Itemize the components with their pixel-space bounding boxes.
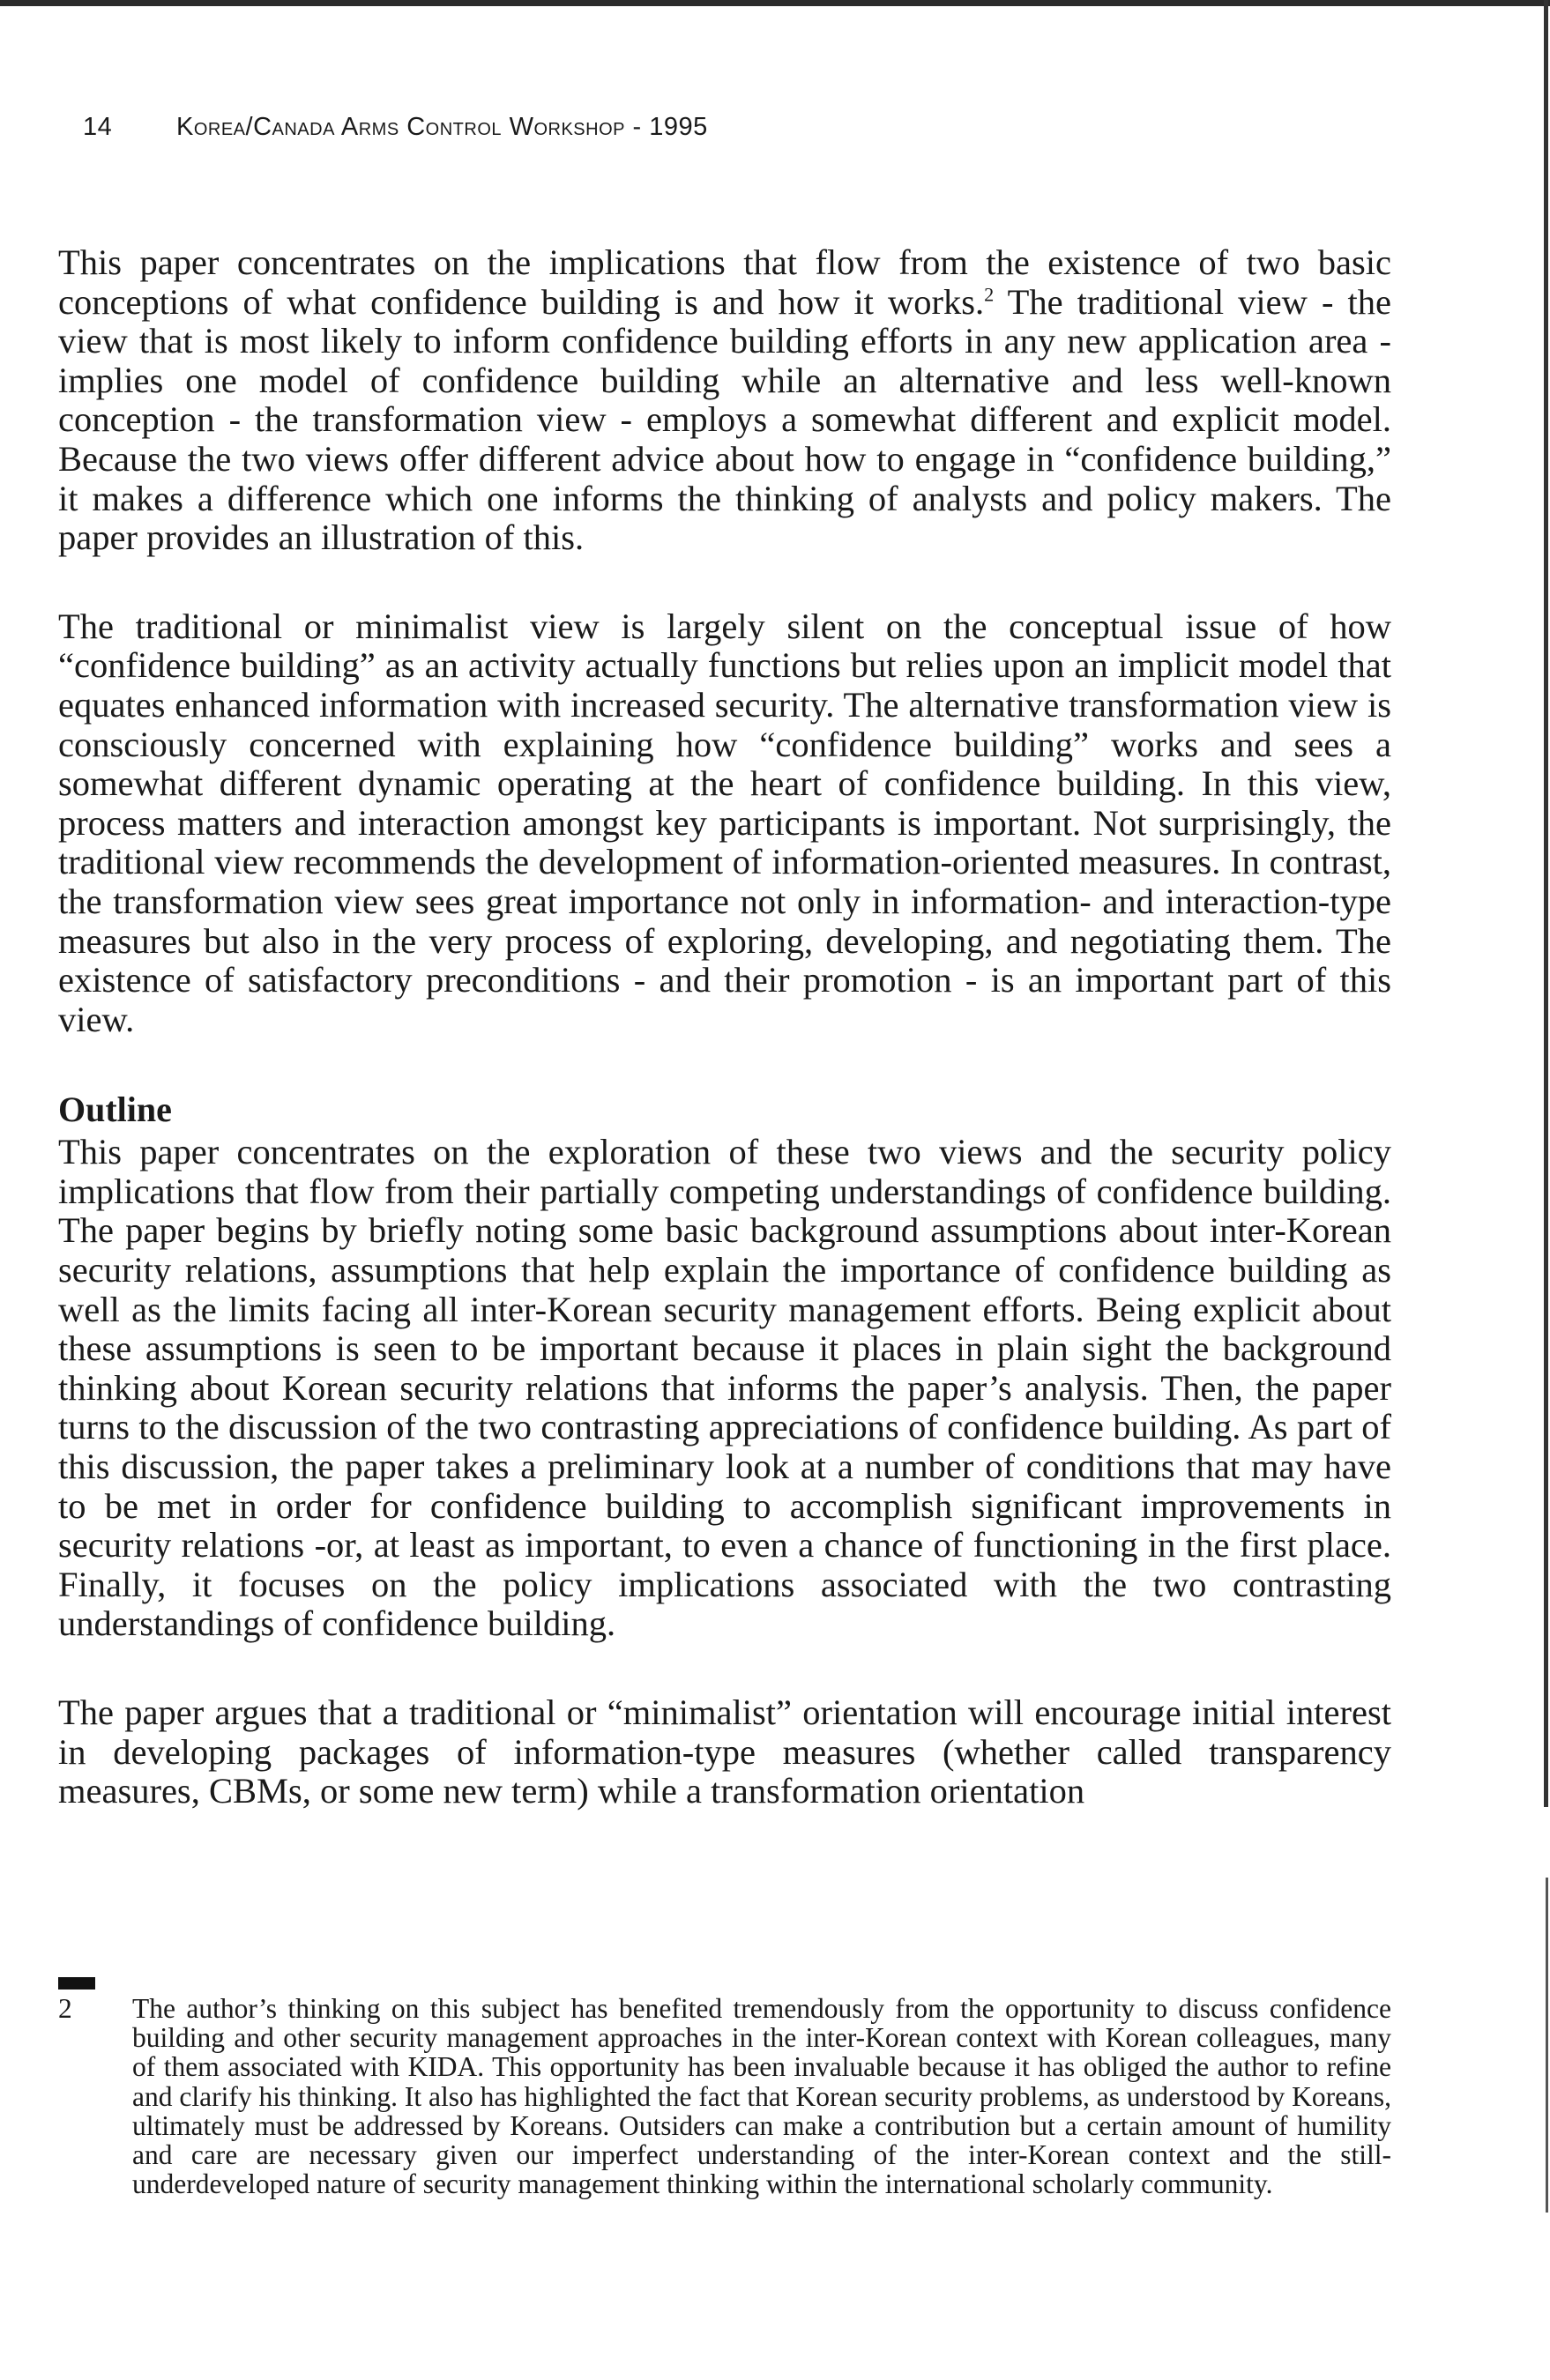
top-border-rule	[0, 0, 1550, 6]
paragraph-intro	[58, 243, 1391, 558]
running-title: Korea/Canada Arms Control Workshop - 1995	[176, 113, 708, 141]
footnote-text: The author’s thinking on this subject has benefited tremendously from the opportunity to discuss confidence building and other security management approaches in the inter-Korean context with Korean colleagues, many of them associated with KIDA. This opportunity has been invaluable because it has obliged the author to refine and clarify his thinking. It also has highlighted the fact that Korean security problems, as understood by Koreans, ultimately must be addressed by Koreans. Outsiders can make a contribution but a certain amount of humility and care are necessary given our imperfect understanding of the inter-Korean context and the still-underdeveloped nature of security management thinking within the international scholarly community.	[132, 1993, 1391, 2200]
right-border-rule-lower	[1546, 1878, 1548, 2213]
footnote-reference: 2	[984, 283, 995, 306]
paragraph-views: The traditional or minimalist view is largely silent on the conceptual issue of how “confidence building” as an activity actually functions but relies upon an implicit model that equates enhanced information with increased security. The alternative transformation view is consciously concerned with explaining how “confidence building” works and sees a somewhat different dynamic operating at the heart of confidence building. In this view, process matters and interaction amongst key participants is important. Not surprisingly, the traditional view recommends the development of information-oriented measures. In contrast, the transformation view sees great importance not only in information- and interaction-type measures but also in the very process of exploring, developing, and negotiating them. The existence of satisfactory preconditions - and their promotion - is an important part of this view.	[58, 606, 1391, 1039]
right-border-rule	[1544, 0, 1548, 1807]
footnote-number: 2	[58, 1993, 72, 2024]
footnote-rule	[58, 1977, 95, 1990]
paragraph-argument: The paper argues that a traditional or “minimalist” orientation will encourage initial interest in developing packages of information-type measures (whether called transparency measures, CBMs, or some new term) while a transformation orientation	[58, 1692, 1391, 1811]
section-heading-outline: Outline	[58, 1090, 172, 1130]
paragraph-intro-text: This paper concentrates on the implications that flow from the existence of two basic conceptions of what confidence building is and how it works.	[58, 242, 1391, 322]
paragraph-outline: This paper concentrates on the exploration of these two views and the security policy implications that flow from their partially competing understandings of confidence building. The paper begins by briefly noting some basic background assumptions about inter-Korean security relations, assumptions that help explain the importance of confidence building as well as the limits facing all inter-Korean security management efforts. Being explicit about these assumptions is seen to be important because it places in plain sight the background thinking about Korean security relations that informs the paper’s analysis. Then, the paper turns to the discussion of the two contrasting appreciations of confidence building. As part of this discussion, the paper takes a preliminary look at a number of conditions that may have to be met in order for confidence building to accomplish significant improvements in security relations -or, at least as important, to even a chance of functioning in the first place. Finally, it focuses on the policy implications associated with the two contrasting understandings of confidence building.	[58, 1132, 1391, 1644]
body-text	[58, 243, 1391, 1811]
footnote	[58, 1994, 1391, 2198]
paragraph-intro-text-continued: The traditional view - the view that is most likely to inform confidence building efforts in any new application area - implies one model of confidence building while an alternative and less well-known conception - the transformation view - employs a somewhat different and explicit model. Because the two views offer different advice about how to engage in “confidence building,” it makes a difference which one informs the thinking of analysts and policy makers. The paper provides an illustration of this.	[58, 281, 1392, 558]
running-header	[83, 113, 708, 142]
page-number: 14	[83, 113, 113, 141]
